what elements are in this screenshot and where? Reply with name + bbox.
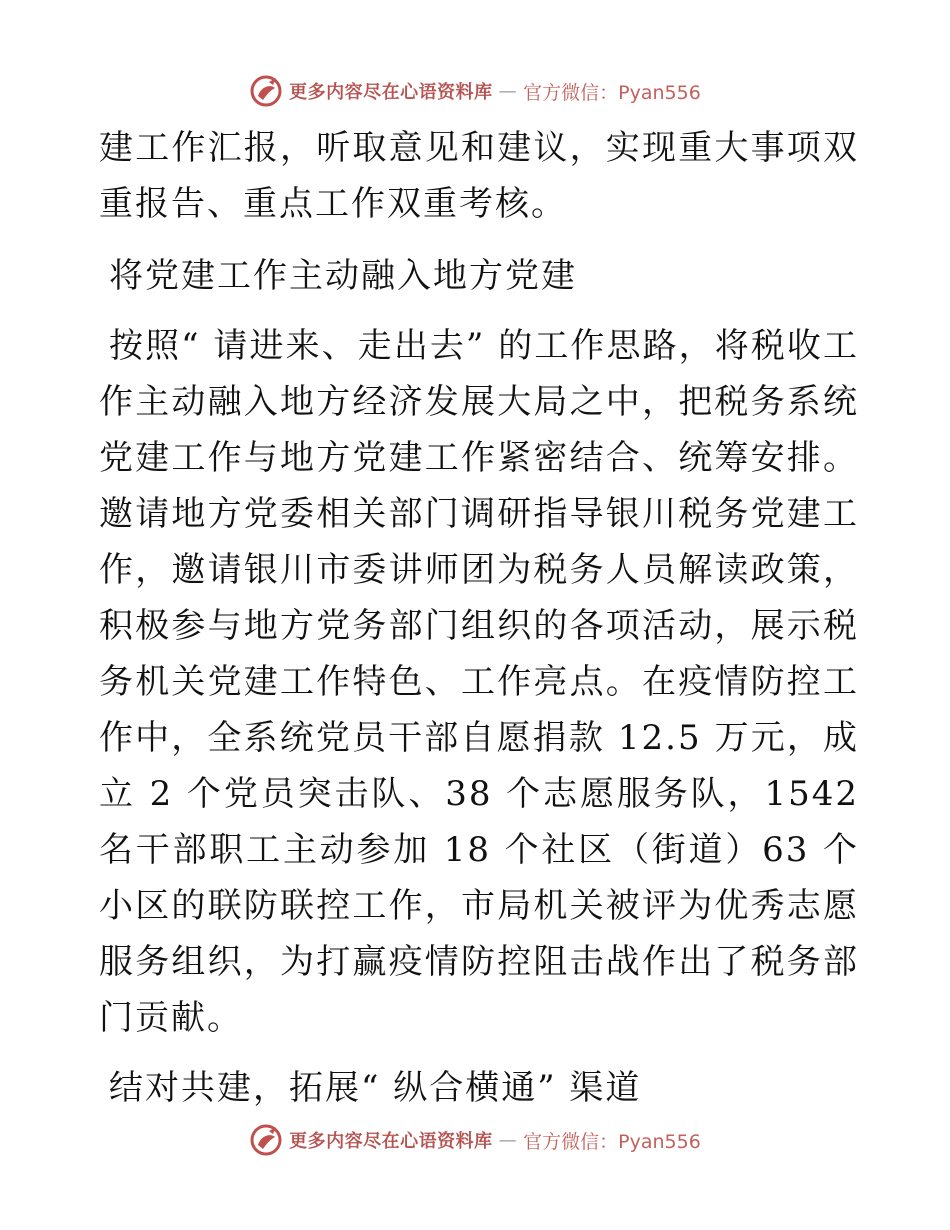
red-seal-logo-icon bbox=[249, 74, 283, 108]
section-heading-local-party-building: 将党建工作主动融入地方党建 bbox=[109, 256, 577, 296]
watermark-separator: — bbox=[498, 80, 518, 102]
watermark-text: 更多内容尽在心语资料库 bbox=[289, 82, 493, 103]
paragraph-continuation: 建工作汇报，听取意见和建议，实现重大事项双重报告、重点工作双重考核。 bbox=[99, 128, 859, 224]
section-heading-pairing-co-building: 结对共建，拓展“ 纵合横通” 渠道 bbox=[109, 1068, 642, 1108]
watermark-header bbox=[0, 71, 950, 111]
watermark-contact: 官方微信：Pyan556 bbox=[523, 1130, 701, 1153]
red-seal-logo-icon bbox=[249, 1123, 283, 1157]
watermark-text: 更多内容尽在心语资料库 bbox=[289, 1131, 493, 1152]
watermark-footer bbox=[0, 1120, 950, 1160]
paragraph-body: 按照“ 请进来、走出去” 的工作思路，将税收工作主动融入地方经济发展大局之中，把税务系统党建工作与地方党建工作紧密结合、统筹安排。邀请地方党委相关部门调研指导银川税务党建工作，邀请银川市委讲师团为税务人员解读政策，积极参与地方党务部门组织的各项活动，展示税务机关党建工作特色、工作亮点。在疫情防控工作中，全系统党员干部自愿捐款 12.5 万元，成立 2 个党员突击队、38 个志愿服务队，1542 名干部职工主动参加 18 个社区（街道）63 个小区的联防联控工作，市局机关被评为优秀志愿服务组织，为打赢疫情防控阻击战作出了税务部门贡献。 bbox=[99, 326, 859, 1038]
watermark-separator: — bbox=[498, 1129, 518, 1151]
watermark-contact: 官方微信：Pyan556 bbox=[523, 81, 701, 104]
document-body bbox=[99, 120, 859, 1130]
